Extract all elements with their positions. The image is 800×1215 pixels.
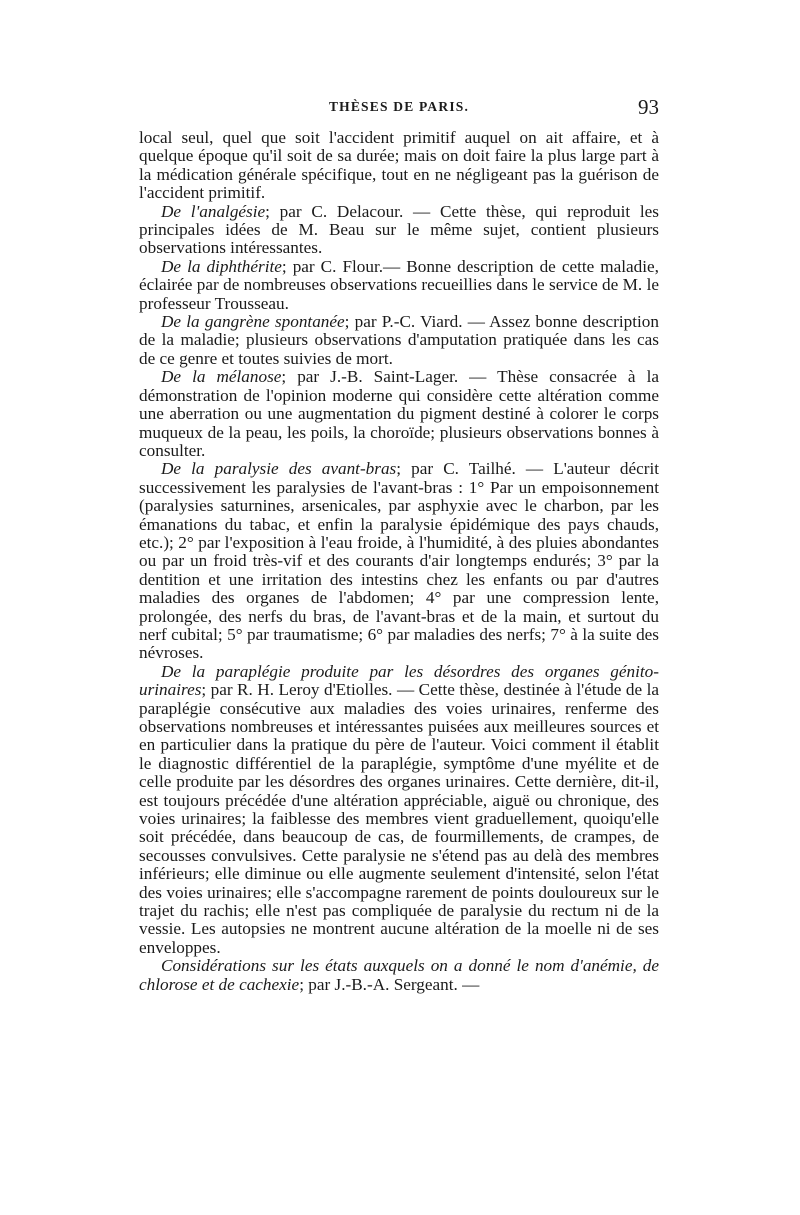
- paragraph-text: local seul, quel que soit l'accident primitif auquel on ait affaire, et à quelque époque qu'il soit de sa durée; mais on doit faire la plus large part à la médication générale spécifique, tout en ne négligeant pas la guérison de l'accident primitif.: [139, 128, 659, 203]
- paragraph-considerations: [139, 957, 659, 994]
- paragraph-text: ; par P.-C. Viard. — Assez bonne description de la maladie; plusieurs observations d'amputation pratiquée dans les cas de ce genre et toutes suivies de mort.: [139, 312, 659, 368]
- paragraph-text: ; par J.-B. Saint-Lager. — Thèse consacrée à la démonstration de l'opinion moderne qui considère cette altération comme une aberration ou une augmentation du pigment destiné à colorer le corps muqueux de la peau, les poils, la choroïde; plusieurs observations bonnes à consulter.: [139, 367, 659, 460]
- book-page: [139, 95, 659, 994]
- thesis-title: Considérations sur les états auxquels on a donné le nom d'anémie, de chlorose et de cachexie: [139, 956, 659, 994]
- paragraph-text: ; par C. Flour.— Bonne description de cette maladie, éclairée par de nombreuses observations recueillies dans le service de M. le professeur Trousseau.: [139, 256, 659, 313]
- paragraph-text: ; par C. Tailhé. — L'auteur décrit successivement les paralysies de l'avant-bras : 1° Par un empoisonnement (paralysies saturnines, arsenicales, par asphyxie avec le charbon, par les émanations du tabac, et enfin la paralysie épidémique des pays chauds, etc.); 2° par l'exposition à l'eau froide, à l'humidité, à des pluies abondantes ou par un froid très-vif et des courants d'air longtemps endurés; 3° par la dentition et une irritation des intestins chez les enfants ou par d'autres maladies des organes de l'abdomen; 4° par une compression lente, prolongée, des nerfs du bras, de l'avant-bras et de la main, et surtout du nerf cubital; 5° par traumatisme; 6° par maladies des nerfs; 7° à la suite des névroses.: [139, 459, 659, 663]
- page-body: [139, 129, 659, 994]
- page-number: 93: [638, 95, 659, 119]
- running-title: THÈSES DE PARIS.: [328, 99, 470, 114]
- paragraph-text: ; par C. Delacour. — Cette thèse, qui reproduit les principales idées de M. Beau sur le même sujet, contient plusieurs observations intéressantes.: [139, 201, 659, 258]
- thesis-title: De l'analgésie: [161, 201, 266, 221]
- thesis-title: De la gangrène spontanée: [161, 312, 345, 332]
- thesis-title: De la mélanose: [161, 367, 282, 387]
- paragraph-gangrene: [139, 313, 659, 368]
- thesis-title: De la diphthérite: [161, 256, 282, 276]
- paragraph-diphtherite: [139, 258, 659, 313]
- page-header: [139, 95, 659, 129]
- paragraph-paraplegie: [139, 663, 659, 958]
- paragraph-melanose: [139, 368, 659, 460]
- paragraph-analgesie: [139, 203, 659, 258]
- paragraph-continuation: [139, 129, 659, 203]
- thesis-title: De la paralysie des avant-bras: [161, 459, 397, 479]
- paragraph-text: ; par R. H. Leroy d'Etiolles. — Cette thèse, destinée à l'étude de la paraplégie consécutive aux maladies des voies urinaires, renferme des observations nombreuses et intéressantes puisées aux meilleures sources et en particulier dans la pratique du père de l'auteur. Voici comment il établit le diagnostic différentiel de la paraplégie, symptôme d'une myélite et de celle produite par les désordres des organes urinaires. Cette dernière, dit-il, est toujours précédée d'une altération appréciable, aiguë ou chronique, des voies urinaires; la faiblesse des membres vient graduellement, quoiqu'elle soit précédée, dans beaucoup de cas, de fourmillements, de crampes, de secousses convulsives. Cette paralysie ne s'étend pas au delà des membres inférieurs; elle diminue ou elle augmente seulement d'intensité, selon l'état des voies urinaires; elle s'accompagne rarement de points douloureux sur le trajet du rachis; elle n'est pas compliquée de paralysie du rectum ni de la vessie. Les autopsies ne montrent aucune altération de la moelle ni de ses enveloppes.: [139, 680, 659, 957]
- paragraph-paralysie: [139, 460, 659, 662]
- thesis-title: De la paraplégie produite par les désordres des organes génito-urinaires: [139, 661, 659, 700]
- paragraph-text: ; par J.-B.-A. Sergeant. —: [299, 974, 480, 994]
